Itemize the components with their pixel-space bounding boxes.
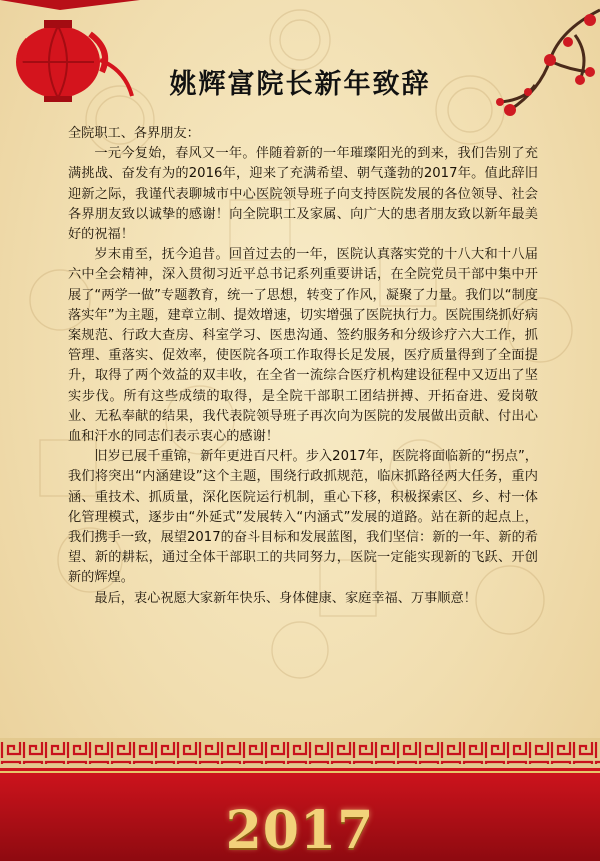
lantern-icon [0,0,150,120]
paragraph: 岁末甫至，抚今追昔。回首过去的一年，医院认真落实党的十八大和十八届六中全会精神，深入贯彻习近平总书记系列重要讲话，在全院党员干部中集中开展了“两学一做”专题教育，统一了思想，转变了作风，凝聚了力量。我们以“制度落实年”为主题，建章立制、提效增速，切实增强了医院执行力。医院围绕抓好病案规范、行政大查房、科室学习、医患沟通、签约服务和分级诊疗六大工作，抓管理、重落实、促效率，使医院各项工作取得长足发展，医疗质量得到了全面提升，取得了两个效益的双丰收，在全省一流综合医疗机构建设征程中又迈出了坚实步伐。所有这些成绩的取得，是全院干部职工团结拼搏、开拓奋进、爱岗敬业、无私奉献的结果，我代表院领导班子再次向为医院的发展做出贡献、付出心血和汗水的同志们表示衷心的感谢！ [68,247,538,445]
page-title: 姚辉富院长新年致辞 [169,69,431,100]
paragraph: 一元今复始，春风又一年。伴随着新的一年璀璨阳光的到来，我们告别了充满挑战、奋发有为的2016年，迎来了充满希望、朝气蓬勃的2017年。值此辞旧迎新之际，我谨代表聊城市中心医院领导班子向支持医院发展的各位领导、社会各界朋友致以诚挚的感谢！向全院职工及家属、向广大的患者朋友致以新年最美好的祝福！ [68,146,538,243]
paragraph: 最后，衷心祝愿大家新年快乐、身体健康、家庭幸福、万事顺意！ [94,590,477,606]
paragraph: 旧岁已展千重锦，新年更进百尺杆。步入2017年，医院将面临新的“拐点”，我们将突出“内涵建设”这个主题，围绕行政抓规范，临床抓路径两大任务，重内涵、重技术、抓质量，深化医院运行机制，重心下移，积极探索区、乡、村一体化管理模式，逐步由“外延式”发展转入“内涵式”发展的道路。站在新的起点上，我们携手一致，展望2017的奋斗目标和发展蓝图，我们坚信：新的一年、新的希望、新的耕耘，通过全体干部职工的共同努力，医院一定能实现新的飞跃、开创新的辉煌。 [68,449,538,586]
letter-body [68,124,538,609]
greeting-line: 全院职工、各界朋友： [68,126,200,141]
year-banner: 2017 [225,800,375,861]
